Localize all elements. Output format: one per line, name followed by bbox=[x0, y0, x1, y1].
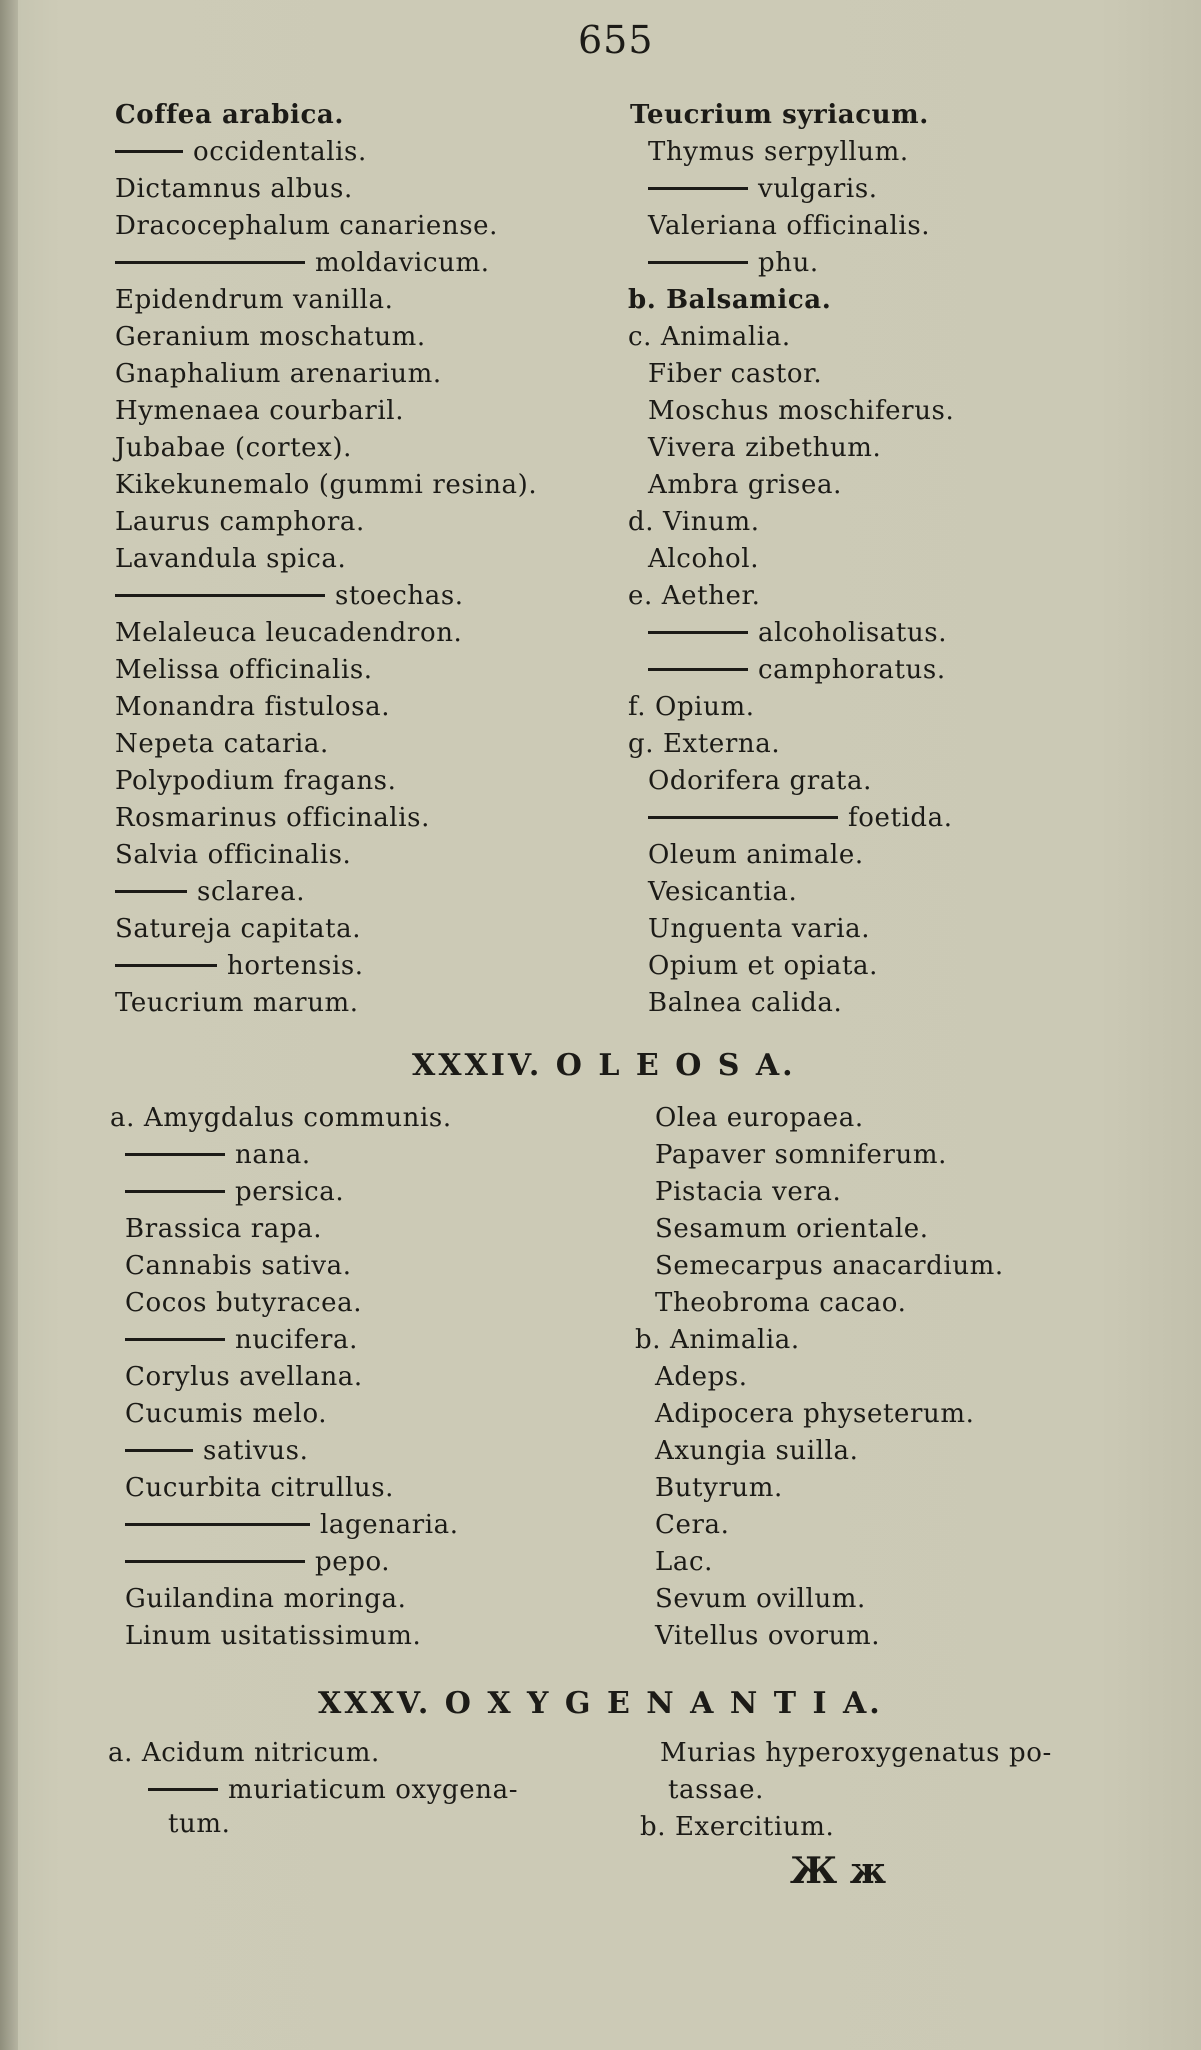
list-item: Moschus moschiferus. bbox=[648, 396, 955, 426]
list-item: sclarea. bbox=[115, 874, 305, 910]
list-item: lagenaria. bbox=[125, 1507, 459, 1543]
list-item: Axungia suilla. bbox=[655, 1436, 859, 1466]
list-item: Melissa officinalis. bbox=[115, 655, 373, 685]
list-item: phu. bbox=[648, 245, 819, 281]
list-item: g. Externa. bbox=[628, 729, 781, 759]
list-item: Coffea arabica. bbox=[115, 100, 345, 130]
list-item: Epidendrum vanilla. bbox=[115, 285, 394, 315]
list-item: b. Balsamica. bbox=[628, 285, 832, 315]
list-item: Kikekunemalo (gummi resina). bbox=[115, 470, 538, 500]
list-item: a. Acidum nitricum. bbox=[108, 1738, 380, 1768]
list-item: Oleum animale. bbox=[648, 840, 864, 870]
list-item: hortensis. bbox=[115, 948, 364, 984]
list-item: Dictamnus albus. bbox=[115, 174, 353, 204]
list-item: camphoratus. bbox=[648, 652, 946, 688]
section-heading-oxygenantia: XXXV. O X Y G E N A N T I A. bbox=[318, 1686, 883, 1721]
list-item: a. Amygdalus communis. bbox=[110, 1103, 452, 1133]
list-item: Alcohol. bbox=[648, 544, 760, 574]
list-item: Lac. bbox=[655, 1547, 713, 1577]
section-heading-oleosa: XXXIV. O L E O S A. bbox=[412, 1048, 796, 1083]
list-item: Adipocera physeterum. bbox=[655, 1399, 975, 1429]
list-item: Opium et opiata. bbox=[648, 951, 878, 981]
list-item: tassae. bbox=[668, 1775, 764, 1805]
list-item: e. Aether. bbox=[628, 581, 761, 611]
list-item: Olea europaea. bbox=[655, 1103, 864, 1133]
list-item: Ambra grisea. bbox=[648, 470, 842, 500]
list-item: nucifera. bbox=[125, 1322, 358, 1358]
list-item: Unguenta varia. bbox=[648, 914, 871, 944]
list-item: Jubabae (cortex). bbox=[115, 433, 353, 463]
page-number: 655 bbox=[578, 18, 654, 62]
list-item: Butyrum. bbox=[655, 1473, 783, 1503]
list-item: nana. bbox=[125, 1137, 311, 1173]
list-item: Thymus serpyllum. bbox=[648, 137, 909, 167]
list-item: Cera. bbox=[655, 1510, 730, 1540]
list-item: Nepeta cataria. bbox=[115, 729, 329, 759]
list-item: Cannabis sativa. bbox=[125, 1251, 352, 1281]
list-item: Vivera zibethum. bbox=[648, 433, 882, 463]
list-item: stoechas. bbox=[115, 578, 464, 614]
list-item: Cucumis melo. bbox=[125, 1399, 328, 1429]
list-item: Theobroma cacao. bbox=[655, 1288, 907, 1318]
signature-mark: Ж ж bbox=[790, 1850, 887, 1892]
list-item: Cucurbita citrullus. bbox=[125, 1473, 395, 1503]
list-item: pepo. bbox=[125, 1544, 390, 1580]
list-item: persica. bbox=[125, 1174, 344, 1210]
list-item: sativus. bbox=[125, 1433, 308, 1469]
list-item: foetida. bbox=[648, 800, 953, 836]
list-item: Odorifera grata. bbox=[648, 766, 872, 796]
list-item: Vitellus ovorum. bbox=[655, 1621, 881, 1651]
list-item: Satureja capitata. bbox=[115, 914, 362, 944]
list-item: muriaticum oxygena- bbox=[148, 1772, 518, 1808]
list-item: Monandra fistulosa. bbox=[115, 692, 391, 722]
list-item: Lavandula spica. bbox=[115, 544, 347, 574]
list-item: Linum usitatissimum. bbox=[125, 1621, 422, 1651]
list-item: Fiber castor. bbox=[648, 359, 823, 389]
list-item: Papaver somniferum. bbox=[655, 1140, 947, 1170]
list-item: c. Animalia. bbox=[628, 322, 791, 352]
list-item: Teucrium syriacum. bbox=[630, 100, 929, 130]
list-item: tum. bbox=[168, 1809, 231, 1839]
list-item: d. Vinum. bbox=[628, 507, 760, 537]
list-item: Polypodium fragans. bbox=[115, 766, 397, 796]
list-item: Pistacia vera. bbox=[655, 1177, 842, 1207]
list-item: Rosmarinus officinalis. bbox=[115, 803, 430, 833]
list-item: Salvia officinalis. bbox=[115, 840, 352, 870]
list-item: b. Exercitium. bbox=[640, 1812, 835, 1842]
list-item: Hymenaea courbaril. bbox=[115, 396, 405, 426]
list-item: Balnea calida. bbox=[648, 988, 843, 1018]
list-item: Guilandina moringa. bbox=[125, 1584, 407, 1614]
list-item: Melaleuca leucadendron. bbox=[115, 618, 463, 648]
list-item: alcoholisatus. bbox=[648, 615, 947, 651]
page-gutter bbox=[0, 0, 18, 2050]
list-item: Semecarpus anacardium. bbox=[655, 1251, 1004, 1281]
list-item: Geranium moschatum. bbox=[115, 322, 426, 352]
list-item: Brassica rapa. bbox=[125, 1214, 323, 1244]
list-item: Valeriana officinalis. bbox=[648, 211, 931, 241]
list-item: Adeps. bbox=[655, 1362, 748, 1392]
list-item: Vesicantia. bbox=[648, 877, 798, 907]
list-item: Teucrium marum. bbox=[115, 988, 359, 1018]
list-item: f. Opium. bbox=[628, 692, 755, 722]
list-item: Murias hyperoxygenatus po- bbox=[660, 1738, 1052, 1768]
list-item: b. Animalia. bbox=[635, 1325, 800, 1355]
list-item: Cocos butyracea. bbox=[125, 1288, 363, 1318]
list-item: moldavicum. bbox=[115, 245, 490, 281]
list-item: Dracocephalum canariense. bbox=[115, 211, 498, 241]
list-item: Sevum ovillum. bbox=[655, 1584, 866, 1614]
list-item: Sesamum orientale. bbox=[655, 1214, 929, 1244]
list-item: Laurus camphora. bbox=[115, 507, 365, 537]
list-item: Gnaphalium arenarium. bbox=[115, 359, 442, 389]
list-item: occidentalis. bbox=[115, 134, 367, 170]
list-item: Corylus avellana. bbox=[125, 1362, 363, 1392]
list-item: vulgaris. bbox=[648, 171, 878, 207]
